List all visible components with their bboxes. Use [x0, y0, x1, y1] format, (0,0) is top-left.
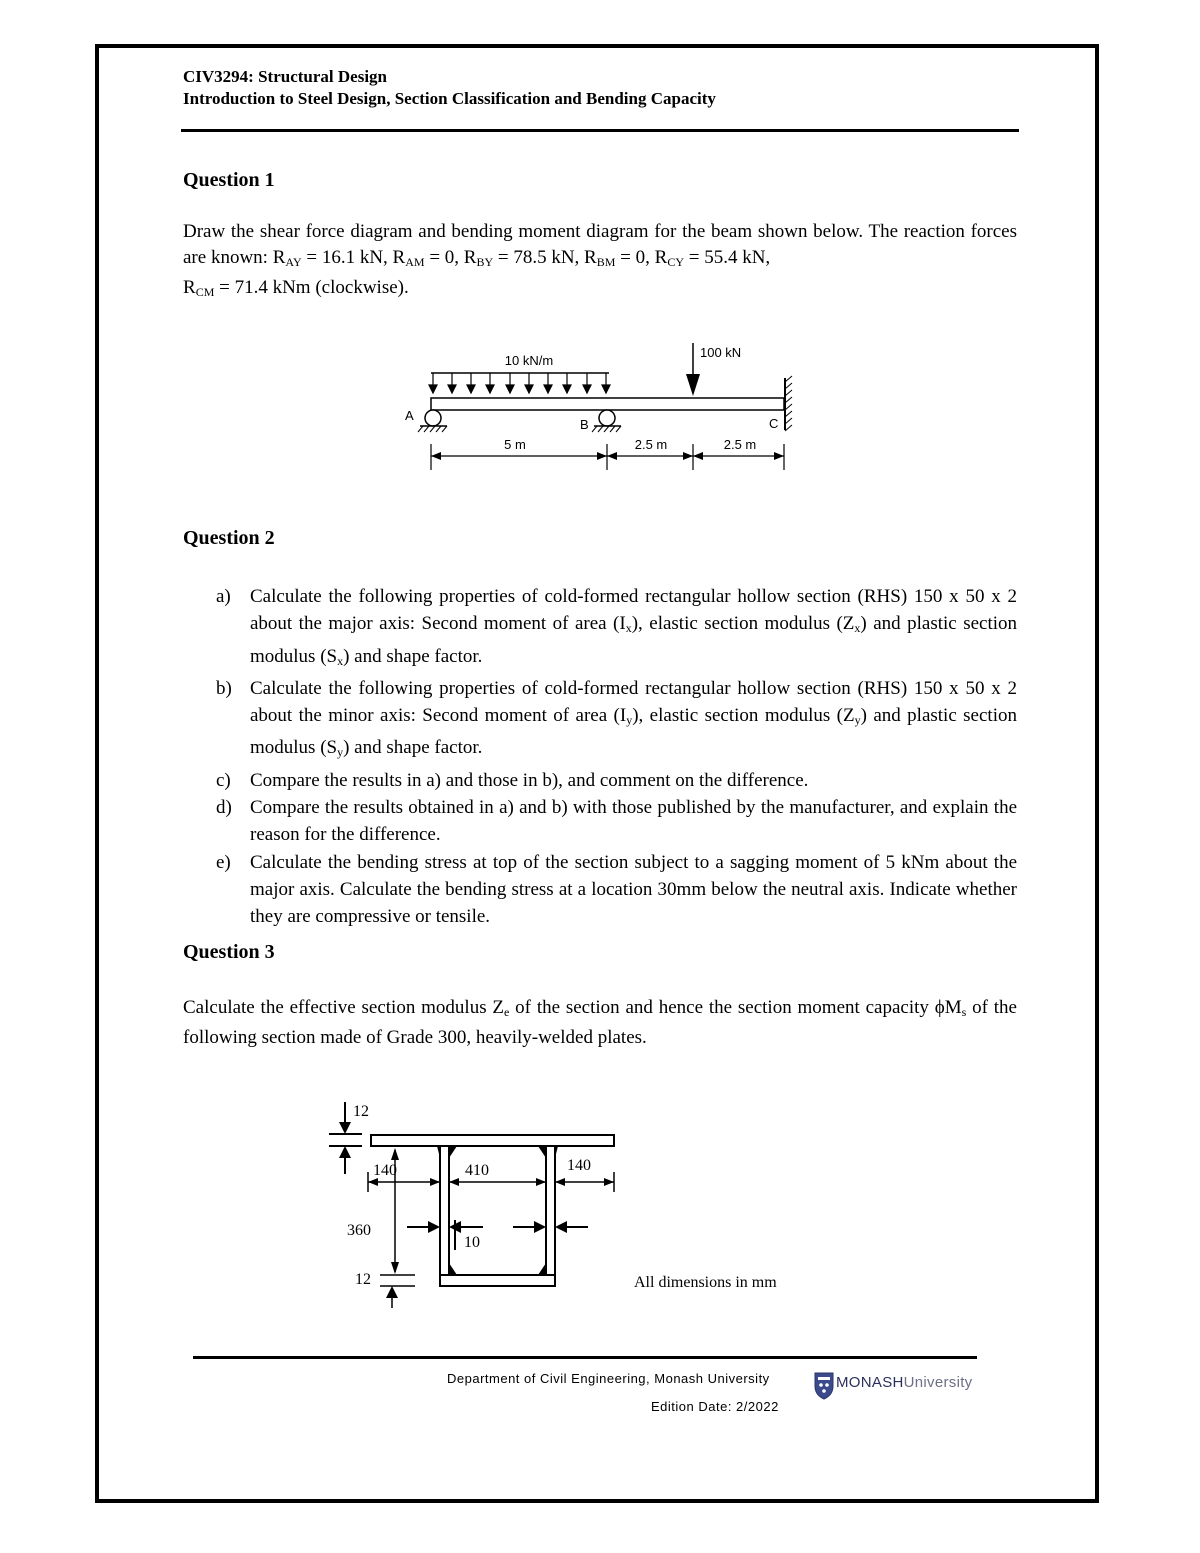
question-3-heading: Question 3: [183, 941, 275, 963]
right-web: [546, 1146, 555, 1275]
udl-arrows: [429, 373, 610, 393]
bottom-flange: [440, 1275, 555, 1286]
support-b-label: B: [580, 417, 589, 432]
span-b-load-label: 2.5 m: [634, 437, 668, 452]
fillet-welds: [437, 1146, 558, 1275]
monash-wordmark: MONASHUniversity: [836, 1374, 973, 1391]
dim-web-thickness: 10: [464, 1234, 480, 1251]
list-item: c) Compare the results in a) and those in b), and comment on the difference.: [216, 769, 809, 791]
footer-rule: [193, 1356, 977, 1359]
point-load-arrowhead: [686, 374, 700, 396]
beam: [431, 398, 784, 410]
footer-edition: Edition Date: 2/2022: [651, 1399, 779, 1414]
course-title: CIV3294: Structural Design: [183, 67, 387, 86]
monash-crest-icon: [814, 1372, 834, 1400]
dim-right-outstand: 140: [567, 1157, 591, 1174]
box-section-diagram: [320, 1095, 820, 1315]
dim-web-height: 360: [347, 1222, 371, 1239]
roller-support-b: [599, 410, 615, 426]
left-web: [440, 1146, 449, 1275]
monash-logo: [814, 1372, 984, 1402]
list-item: b) Calculate the following properties of cold-formed rectangular hollow section (RHS) 150 x 50 x 2 about the minor axis: Second moment of area $(I_y)$, elastic section modulus $(Z_y)$ and plastic section modulus $(S_y)$ and shape factor.: [216, 677, 1017, 760]
dim-top-flange: 12: [353, 1103, 369, 1120]
udl-label: 10 kN/m: [504, 353, 554, 368]
list-item: e) Calculate the bending stress at top of the section subject to a sagging moment of 5 kNm about the major axis. Calculate the bending stress at a location 30mm below the neutral axis. Indicate whether they are compressive or tensile.: [216, 851, 1017, 928]
question-1-text: Draw the shear force diagram and bending moment diagram for the beam shown below. The reaction forces are known: $R_{AY} = 16.1$ kN, $R_{AM} = 0$, $R_{BY} = 78.5$ kN, $R_{BM} = 0$, $R_{CY} = 55.4$ kN, $R_{CM} = 71.4$ kNm (clockwise).: [183, 221, 1017, 299]
roller-support-a: [425, 410, 441, 426]
dim-left-outstand: 140: [373, 1162, 397, 1179]
dimension-note: All dimensions in mm: [634, 1274, 777, 1291]
point-load-label: 100 kN: [700, 345, 742, 360]
list-item: a) Calculate the following properties of cold-formed rectangular hollow section (RHS) 150 x 50 x 2 about the major axis: Second moment of area $(I_x)$, elastic section modulus $(Z_x)$ and plastic section modulus $(S_x)$ and shape factor.: [216, 586, 1018, 668]
question-2-heading: Question 2: [183, 527, 275, 549]
question-3-text: Calculate the effective section modulus $Z_e$ of the section and hence the section moment capacity $\phi M_s$ of the following section made of Grade 300, heavily-welded plates.: [183, 997, 1017, 1048]
dim-bottom-flange: 12: [355, 1271, 371, 1288]
list-item: d) Compare the results obtained in a) and b) with those published by the manufacturer, and explain the reason for the difference.: [216, 797, 1017, 846]
dim-web-spacing: 410: [465, 1162, 489, 1179]
beam-diagram: [395, 335, 805, 475]
span-ab-label: 5 m: [504, 437, 526, 452]
footer-department: Department of Civil Engineering, Monash University: [447, 1371, 770, 1386]
top-flange: [371, 1135, 614, 1146]
span-load-c-label: 2.5 m: [723, 437, 757, 452]
support-a-label: A: [405, 408, 414, 423]
document-subtitle: Introduction to Steel Design, Section Classification and Bending Capacity: [183, 89, 716, 108]
question-1-heading: Question 1: [183, 169, 275, 191]
header-rule: [181, 129, 1019, 132]
support-c-label: C: [769, 416, 779, 431]
question-2-list: [183, 583, 1017, 931]
